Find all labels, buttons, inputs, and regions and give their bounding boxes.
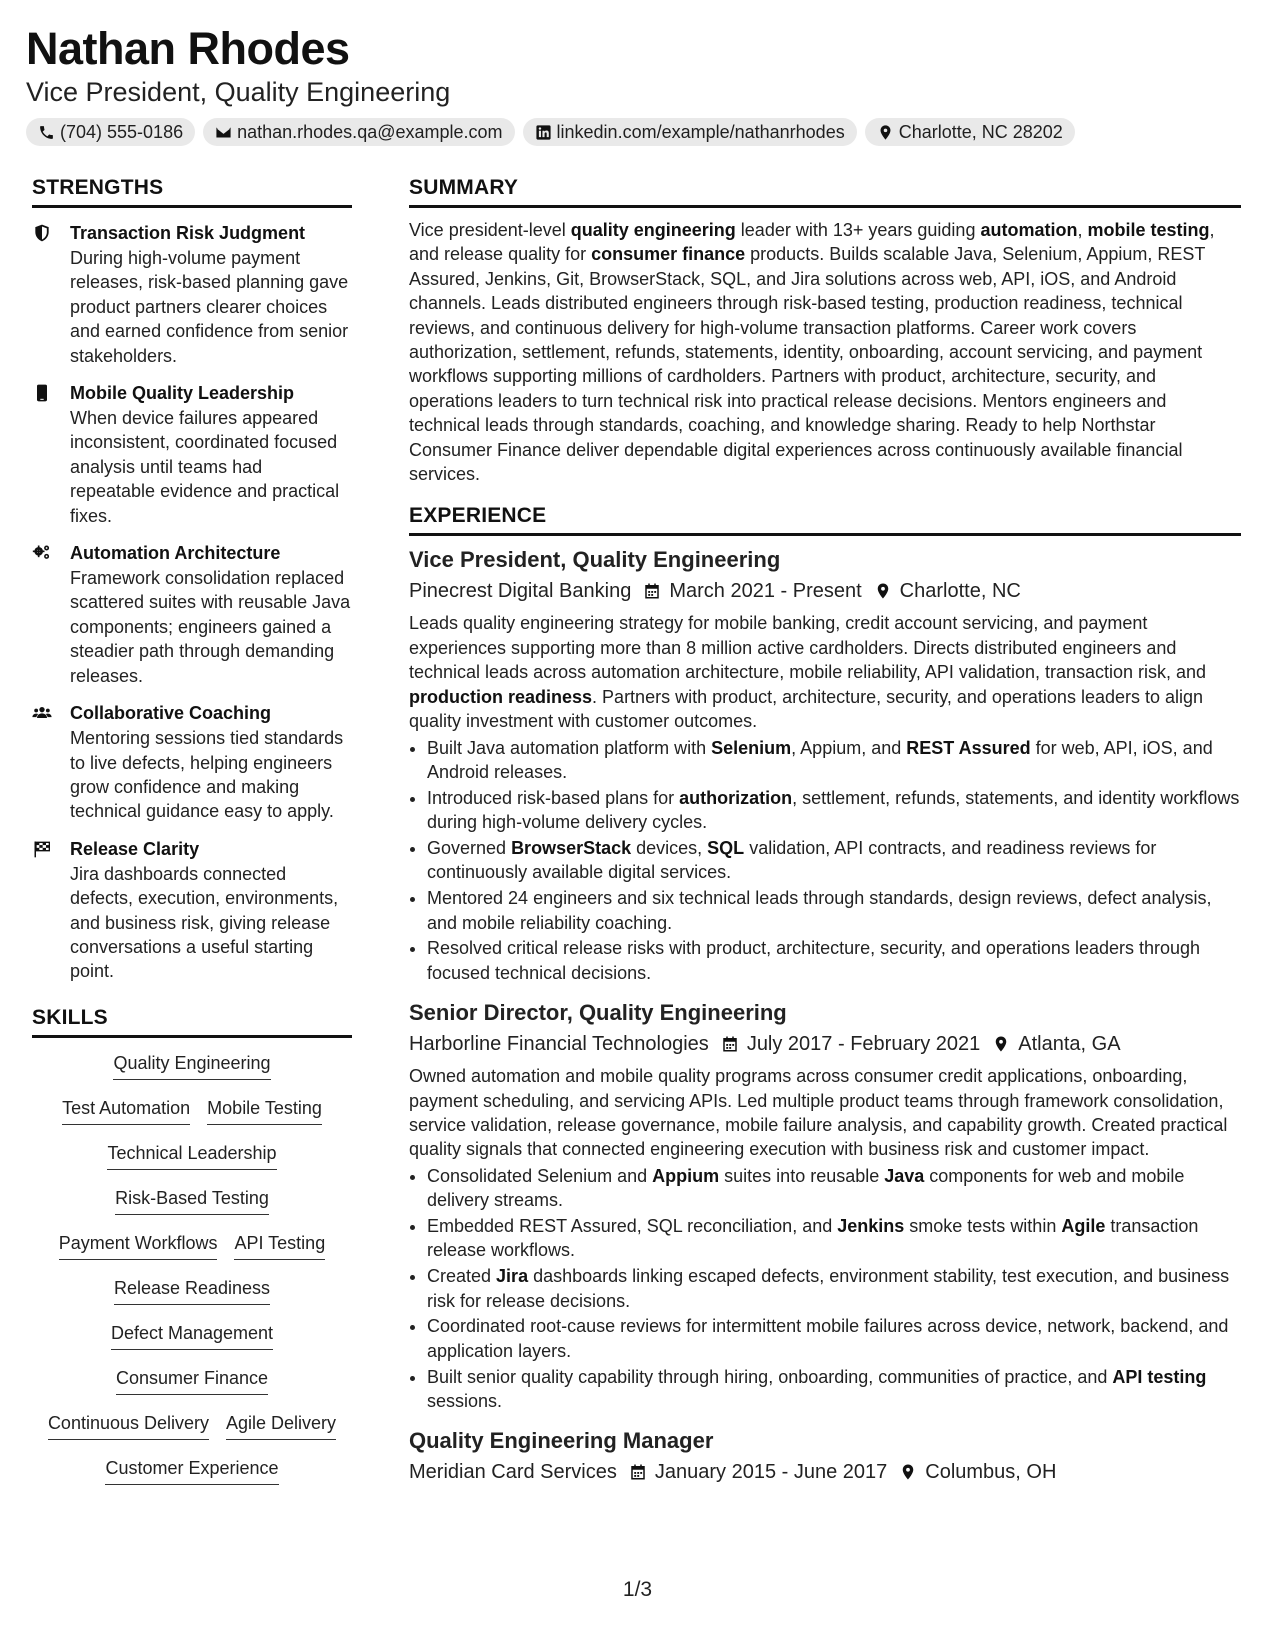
skill-tag: Technical Leadership: [107, 1142, 276, 1170]
job-description: Owned automation and mobile quality programs across consumer credit applications, onboarding, payment scheduling, and servicing APIs. Led multiple product teams through framework consolidation, service validation, release governance, mobile failure analysis, and capability growth. Created practical quality signals that connected engineering execution with business risk and customer impact.: [409, 1066, 1228, 1160]
envelope-icon: [215, 124, 232, 141]
map-pin-icon: [992, 1035, 1010, 1053]
job-meta: [409, 1031, 1241, 1057]
skill-tag: Mobile Testing: [207, 1097, 322, 1125]
strength-desc: Mentoring sessions tied standards to live defects, helping engineers grow confidence and making technical guidance easy to apply.: [70, 728, 344, 822]
strength-item: [32, 837, 352, 984]
company-name: Harborline Financial Technologies: [409, 1033, 709, 1056]
job-location: Charlotte, NC: [899, 580, 1021, 603]
bullet-item: • Built senior quality capability through hiring, onboarding, communities of practice, and API testing sessions.: [427, 1365, 1241, 1414]
strength-desc: During high-volume payment releases, risk-based planning gave product partners clearer choices and earned confidence from senior stakeholders.: [70, 248, 349, 366]
linkedin-text: linkedin.com/example/nathanrhodes: [556, 121, 845, 142]
job-meta: [409, 1459, 1241, 1485]
skill-tag: Release Readiness: [114, 1277, 270, 1305]
map-pin-icon: [874, 582, 892, 600]
strength-desc: Framework consolidation replaced scattered suites with reusable Java components; engineers gained a steadier path through demanding releases.: [70, 568, 351, 686]
job-dates: March 2021 - Present: [669, 580, 862, 603]
candidate-title: Vice President, Quality Engineering: [26, 77, 451, 107]
page-number: 1/3: [622, 1578, 653, 1601]
candidate-name: Nathan Rhodes: [26, 23, 350, 74]
contact-bar: [26, 118, 1249, 146]
strength-title: Mobile Quality Leadership: [70, 383, 295, 404]
job-entry: [409, 546, 1241, 985]
skill-tag: Consumer Finance: [116, 1367, 268, 1395]
skills-list: [32, 1052, 352, 1502]
shield-icon: [32, 223, 52, 243]
job-location: Atlanta, GA: [1018, 1033, 1121, 1056]
skill-tag: Defect Management: [111, 1322, 273, 1350]
email-text: nathan.rhodes.qa@example.com: [237, 121, 503, 142]
job-title: Quality Engineering Manager: [409, 1428, 714, 1454]
job-entry: [409, 1427, 1241, 1485]
bullet-item: • Mentored 24 engineers and six technical leads through standards, design reviews, defect analysis, and mobile reliability coaching.: [427, 886, 1241, 935]
gears-icon: [32, 543, 52, 563]
linkedin-contact[interactable]: [523, 118, 857, 146]
mobile-phone-icon: [32, 383, 52, 403]
job-description: Leads quality engineering strategy for mobile banking, credit account servicing, and payment experiences supporting more than 8 million active cardholders. Directs distributed engineers and technical leads across automation architecture, mobile reliability, API validation, transaction risk, and production readiness. Partners with product, architecture, security, and operations leaders to align quality investment with customer outcomes.: [409, 613, 1207, 732]
skill-tag: Customer Experience: [105, 1457, 278, 1485]
phone-icon: [38, 124, 55, 141]
summary-heading: SUMMARY: [409, 176, 1241, 208]
skill-tag: API Testing: [234, 1232, 325, 1260]
map-pin-icon: [899, 1463, 917, 1481]
left-column: [32, 176, 352, 1502]
strength-item: [32, 381, 352, 528]
right-column: [409, 176, 1241, 1485]
company-name: Meridian Card Services: [409, 1461, 617, 1484]
users-icon: [32, 703, 52, 723]
job-dates: July 2017 - February 2021: [746, 1033, 981, 1056]
strength-item: [32, 541, 352, 688]
bullet-item: • Consolidated Selenium and Appium suites into reusable Java components for web and mobile delivery streams.: [427, 1164, 1241, 1213]
map-pin-icon: [877, 124, 894, 141]
linkedin-icon: [535, 124, 552, 141]
job-entry: [409, 999, 1241, 1413]
summary-text: Vice president-level quality engineering leader with 13+ years guiding automation, mobile testing, and release quality for consumer finance products. Builds scalable Java, Selenium, Appium, REST Assured, Jenkins, Git, BrowserStack, SQL, and Jira solutions across web, API, iOS, and Android channels. Leads distributed engineers through risk-based testing, production readiness, technical reviews, and continuous delivery for high-volume transaction platforms. Career work covers authorization, settlement, refunds, statements, identity, onboarding, account servicing, and payment workflows supporting millions of cardholders. Partners with product, architecture, security, and operations leaders to turn technical risk into practical release decisions. Mentors engineers and technical leads through standards, coaching, and knowledge sharing. Ready to help Northstar Consumer Finance deliver dependable digital experiences across continuously available financial services.: [409, 220, 1215, 485]
job-meta: [409, 578, 1241, 604]
bullet-item: • Coordinated root-cause reviews for intermittent mobile failures across device, network, backend, and application layers.: [427, 1314, 1241, 1363]
skill-tag: Quality Engineering: [113, 1052, 270, 1080]
skill-tag: Test Automation: [62, 1097, 190, 1125]
strength-title: Collaborative Coaching: [70, 703, 272, 724]
job-title: Vice President, Quality Engineering: [409, 547, 781, 573]
skills-heading: SKILLS: [32, 1006, 352, 1038]
calendar-icon: [643, 582, 661, 600]
strength-title: Automation Architecture: [70, 543, 281, 564]
strength-title: Transaction Risk Judgment: [70, 223, 306, 243]
skill-tag: Payment Workflows: [59, 1232, 218, 1260]
experience-heading: EXPERIENCE: [409, 504, 1241, 536]
strength-desc: When device failures appeared inconsistent, coordinated focused analysis until teams had repeatable evidence and practical fixes.: [70, 408, 340, 526]
company-name: Pinecrest Digital Banking: [409, 580, 632, 603]
job-bullets: [409, 736, 1241, 986]
bullet-item: • Introduced risk-based plans for authorization, settlement, refunds, statements, and identity workflows during high-volume delivery cycles.: [427, 786, 1241, 835]
bullet-item: • Created Jira dashboards linking escaped defects, environment stability, test execution, and business risk for release decisions.: [427, 1264, 1241, 1313]
calendar-icon: [629, 1463, 647, 1481]
strength-item: [32, 221, 352, 368]
checkered-flag-icon: [32, 839, 52, 859]
resume-header: [26, 22, 1249, 146]
job-bullets: [409, 1164, 1241, 1414]
email-contact[interactable]: [203, 118, 514, 146]
skill-tag: Continuous Delivery: [48, 1412, 209, 1440]
bullet-item: • Resolved critical release risks with product, architecture, security, and operations leaders through focused technical decisions.: [427, 936, 1241, 985]
job-title: Senior Director, Quality Engineering: [409, 1000, 787, 1026]
job-dates: January 2015 - June 2017: [654, 1461, 888, 1484]
calendar-icon: [721, 1035, 739, 1053]
strength-desc: Jira dashboards connected defects, execution, environments, and business risk, giving release conversations a useful starting point.: [70, 863, 339, 982]
strengths-heading: STRENGTHS: [32, 176, 352, 208]
strength-title: Release Clarity: [70, 838, 200, 859]
phone-contact[interactable]: [26, 118, 195, 146]
location-contact: [865, 118, 1075, 146]
skill-tag: Agile Delivery: [226, 1412, 336, 1440]
location-text: Charlotte, NC 28202: [898, 121, 1063, 142]
phone-text: (704) 555-0186: [60, 121, 184, 142]
bullet-item: • Governed BrowserStack devices, SQL validation, API contracts, and readiness reviews for continuously available digital services.: [427, 836, 1241, 885]
job-location: Columbus, OH: [925, 1461, 1057, 1484]
bullet-item: • Embedded REST Assured, SQL reconciliation, and Jenkins smoke tests within Agile transaction release workflows.: [427, 1214, 1241, 1263]
bullet-item: • Built Java automation platform with Selenium, Appium, and REST Assured for web, API, iOS, and Android releases.: [427, 736, 1241, 785]
skill-tag: Risk-Based Testing: [115, 1187, 269, 1215]
strength-item: [32, 701, 352, 824]
